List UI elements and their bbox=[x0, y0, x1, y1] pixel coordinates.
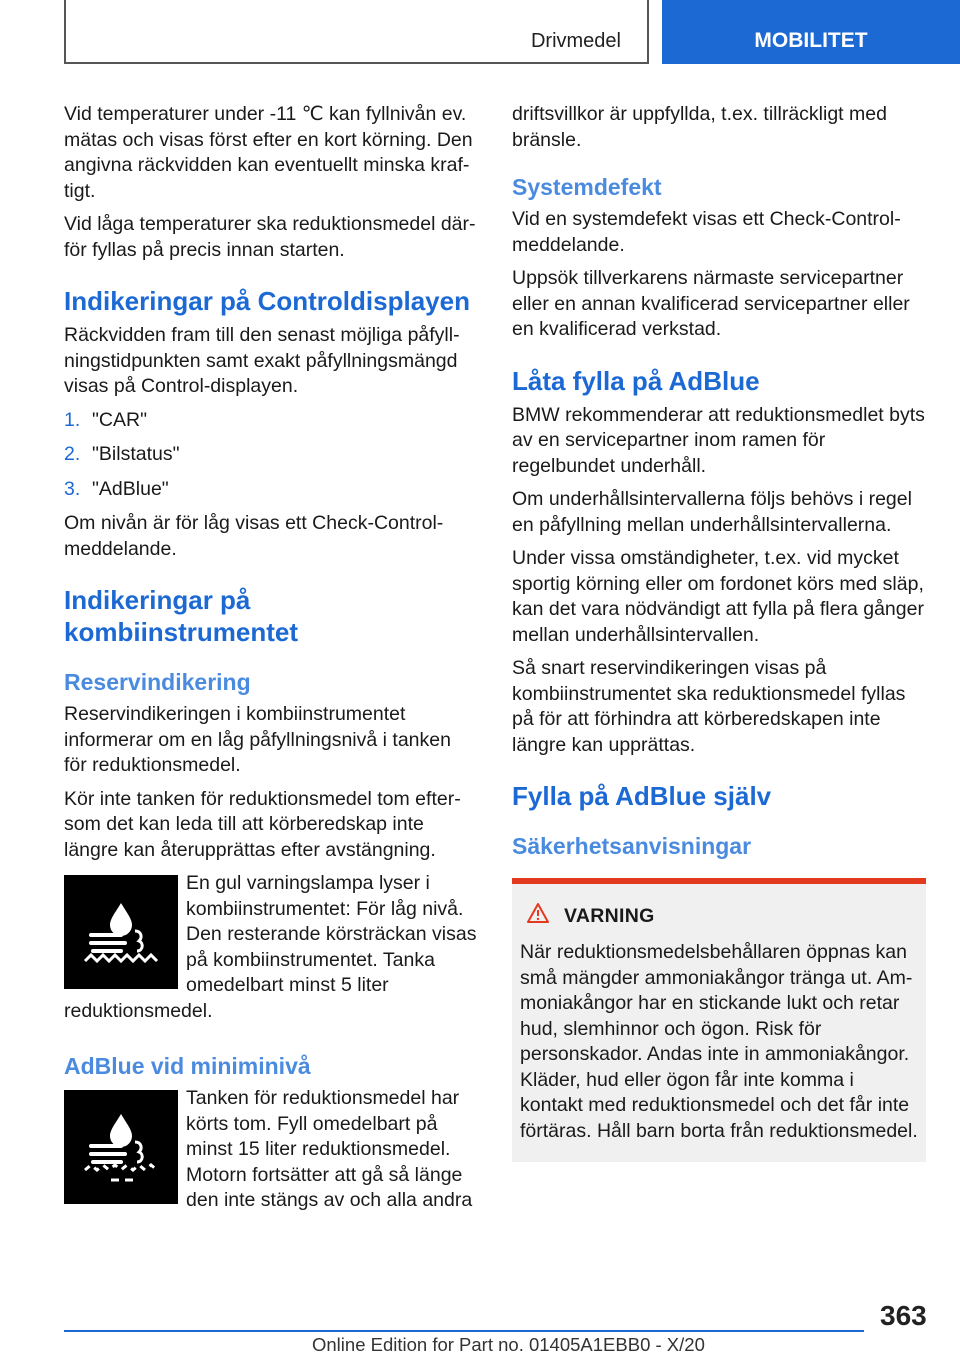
right-column bbox=[512, 102, 926, 1162]
footer-edition: Online Edition for Part no. 01405A1EBB0 - X/20 bbox=[312, 1334, 705, 1355]
warning-header bbox=[520, 902, 918, 930]
list-item bbox=[64, 408, 478, 434]
paragraph: En gul varningslampa lyser i kombiinstrumentet: För låg nivå. Den resterande körsträckan visas på kombiinstrumentet. Tanka omedelbart minst 5 liter reduktionsmedel. bbox=[64, 872, 477, 1022]
paragraph: Reservindikeringen i kombiinstrumentet informerar om en låg påfyllningsnivå i tanken för reduktionsmedel. bbox=[64, 703, 451, 776]
step-number: 3. bbox=[64, 477, 81, 500]
paragraph: Så snart reservindikeringen visas på kombiinstrumentet ska reduktionsmedel fyllas på för att förhindra att körberedskapen inte längre kan upprättas. bbox=[512, 657, 906, 756]
paragraph: Kör inte tanken för reduktionsmedel tom eftersom det kan leda till att körberedskap inte längre kan återupprättas efter avstängning. bbox=[64, 787, 461, 861]
chapter-tab[interactable]: MOBILITET bbox=[662, 0, 960, 64]
warning-text: När reduktionsmedelsbehållaren öppnas kan små mängder ammoniakångor tränga ut. Ammoniakångor har en stickande lukt och retar hud, slemhinnor och ögon. Risk för personskador. Andas inte in ammoniakångor. Kläder, hud eller ögon får inte komma i kontakt med reduktionsmedel och det får inte förtäras. Håll barn borta från reduktionsmedel. bbox=[520, 941, 918, 1142]
warning-triangle-icon bbox=[526, 902, 550, 930]
step-number: 2. bbox=[64, 443, 81, 465]
paragraph: Tanken för reduktionsmedel har körts tom. Fyll omedelbart på minst 15 liter reduktionsmedel. Motorn fortsätter att gå så länge den inte stängs av och alla andra bbox=[186, 1087, 473, 1211]
list-item bbox=[64, 442, 478, 468]
header-frame bbox=[64, 0, 649, 64]
step-number: 1. bbox=[64, 408, 81, 431]
step-text: "CAR" bbox=[92, 408, 148, 431]
step-text: "Bilstatus" bbox=[92, 443, 180, 465]
steps-list bbox=[64, 408, 478, 503]
heading-kombi: Indikeringar på kombiinstrumentet bbox=[64, 585, 299, 647]
adblue-low-level-icon bbox=[64, 875, 178, 989]
paragraph: Uppsök tillverkarens närmaste servicepartner eller en annan kvalificerad servicepartner eller en kvalificerad verkstad. bbox=[512, 267, 910, 340]
left-column bbox=[64, 102, 478, 1222]
paragraph: Om underhållsintervallerna följs behövs i regel en påfyllning mellan underhållsintervallerna. bbox=[512, 488, 912, 536]
heading-fylla-sjalv: Fylla på AdBlue själv bbox=[512, 781, 772, 811]
paragraph: BMW rekommenderar att reduktionsmedlet byts av en servicepartner inom ramen för regelbundet underhåll. bbox=[512, 403, 925, 477]
paragraph: Om nivån är för låg visas ett Check-Control-meddelande. bbox=[64, 512, 444, 560]
adblue-empty-icon bbox=[64, 1090, 178, 1204]
footer-divider bbox=[64, 1330, 864, 1332]
heading-control-display: Indikeringar på Controldisplayen bbox=[64, 286, 470, 316]
paragraph: Vid temperaturer under -11 ℃ kan fyllnivån ev. mätas och visas först efter en kort körning. Den angivna räckvidden kan eventuellt minska kraftigt. bbox=[64, 103, 473, 202]
page-number: 363 bbox=[880, 1300, 927, 1331]
subheading-minimum: AdBlue vid miniminivå bbox=[64, 1053, 311, 1079]
warning-title: VARNING bbox=[564, 904, 655, 927]
subheading-sakerhet: Säkerhetsanvisningar bbox=[512, 833, 752, 859]
subheading-reserv: Reservindikering bbox=[64, 669, 251, 695]
paragraph: Vid en systemdefekt visas ett Check-Control-meddelande. bbox=[512, 208, 901, 256]
subheading-systemdefekt: Systemdefekt bbox=[512, 174, 662, 200]
list-item bbox=[64, 477, 478, 503]
paragraph: Under vissa omständigheter, t.ex. vid mycket sportig körning eller om fordonet körs med släp, kan det vara nödvändigt att fylla på flera gånger mellan underhållsintervallen. bbox=[512, 547, 924, 646]
paragraph: driftsvillkor är uppfyllda, t.ex. tillräckligt med bränsle. bbox=[512, 103, 887, 151]
section-title: Drivmedel bbox=[530, 30, 621, 52]
heading-lata-fylla: Låta fylla på AdBlue bbox=[512, 365, 760, 396]
warning-box bbox=[512, 878, 926, 1162]
paragraph: Räckvidden fram till den senast möjliga påfyllningstidpunkten samt exakt påfyllningsmängd visas på Control-displayen. bbox=[64, 324, 460, 397]
step-text: "AdBlue" bbox=[92, 477, 169, 500]
paragraph: Vid låga temperaturer ska reduktionsmedel därför fyllas på precis innan starten. bbox=[64, 213, 476, 261]
